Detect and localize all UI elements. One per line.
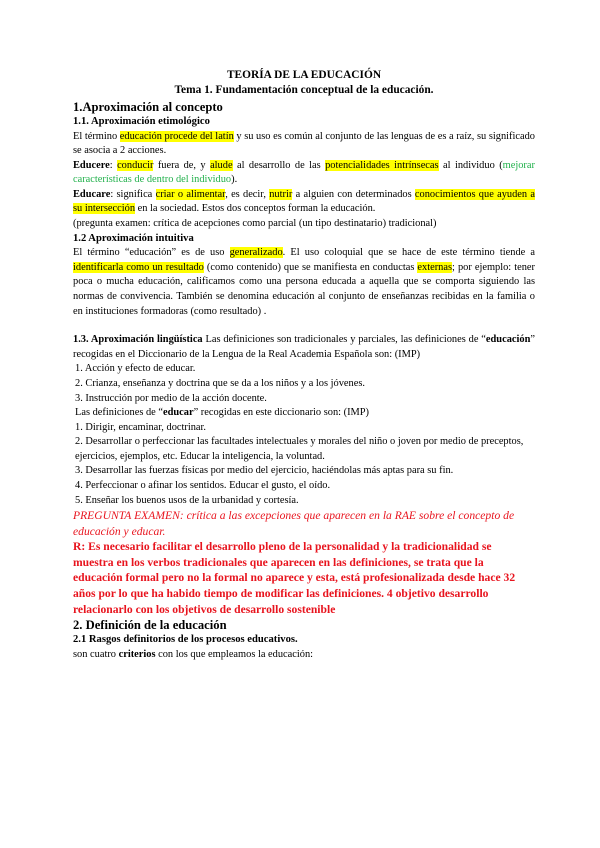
list-item: 3. Instrucción por medio de la acción docente. xyxy=(75,392,267,404)
paragraph-linguistic: 1.3. Aproximación lingüística Las definiciones son tradicionales y parciales, las definiciones de “educación” recogidas en el Diccionario de la Lengua de la Real Academia Española son: (IMP) xyxy=(73,334,535,360)
section-1-1-heading: 1.1. Aproximación etimológico xyxy=(73,116,210,127)
list-item: 1. Dirigir, encaminar, doctrinar. xyxy=(75,421,207,433)
paragraph-intuitive: El término “educación” es de uso generalizado. El uso coloquial que se hace de este término tiende a identificarla como un resultado (como contenido) que se manifiesta en conductas externas; por ejemplo: tener poca o mucha educación, calificamos como una persona educada a aquella que se comporta siguiendo las normas de convivencia. También se denomina educación al conjunto de enseñanzas recibidas en la familia o en instituciones formadoras (como resultado) . xyxy=(73,247,535,317)
exam-answer: R: Es necesario facilitar el desarrollo pleno de la personalidad y la tradicionalidad se muestra en los verbos tradicionales que aparecen en las definiciones, se trata que la educación formal pero no la formal no aparece y esta, está profesionalizada desde hace 32 años por lo que ha habido tiempo de modificar las definiciones. 4 objetivo desarrollo relacionarlo con los objetivos de desarrollo sostenible xyxy=(73,540,516,616)
list-item: 2. Desarrollar o perfeccionar las facultades intelectuales y morales del niño o joven por medio de preceptos, ejercicios, ejemplos, etc. Educar la inteligencia, la voluntad. xyxy=(75,436,524,462)
definitions-educar-list xyxy=(73,421,535,509)
document-title: TEORÍA DE LA EDUCACIÓN xyxy=(226,69,382,81)
list-item: 2. Crianza, enseñanza y doctrina que se da a los niños y a los jóvenes. xyxy=(75,377,365,389)
paragraph-criteria: son cuatro criterios con los que empleamos la educación: xyxy=(73,648,314,660)
definitions-educacion-list xyxy=(73,362,535,406)
section-1-2-heading: 1.2 Aproximación intuitiva xyxy=(73,232,194,244)
section-1-heading: 1.Aproximación al concepto xyxy=(73,100,223,114)
paragraph-educare: Educare: significa criar o alimentar, es decir, nutrir a alguien con determinados conocimientos que ayuden a su intersección en la sociedad. Estos dos conceptos forman la educación. xyxy=(73,188,535,215)
section-2-heading: 2. Definición de la educación xyxy=(73,618,227,633)
list-item: 4. Perfeccionar o afinar los sentidos. Educar el gusto, el oído. xyxy=(75,480,331,492)
exam-note: (pregunta examen: crítica de acepciones como parcial (un tipo destinatario) tradicional) xyxy=(73,218,437,230)
list-item: 3. Desarrollar las fuerzas físicas por medio del ejercicio, haciéndolas más aptas para su fin. xyxy=(75,465,454,477)
document-page xyxy=(73,68,535,662)
list-item: 5. Enseñar los buenos usos de la urbanidad y cortesía. xyxy=(75,494,299,506)
paragraph-educar-intro: Las definiciones de “educar” recogidas en este diccionario son: (IMP) xyxy=(75,407,370,419)
paragraph-etymology: El término educación procede del latín y su uso es común al conjunto de las lenguas de es a raíz, su significado se asocia a 2 acciones. xyxy=(73,130,535,157)
section-1-3-heading: 1.3. Aproximación lingüística xyxy=(73,334,203,346)
exam-question: PREGUNTA EXAMEN: crítica a las excepciones que aparecen en la RAE sobre el concepto de educación y educar. xyxy=(73,509,515,538)
paragraph-educere: Educere: conducir fuera de, y alude al desarrollo de las potencialidades intrínsecas al individuo (mejorar características de dentro del individuo). xyxy=(73,159,535,186)
list-item: 1. Acción y efecto de educar. xyxy=(75,363,196,375)
document-subtitle: Tema 1. Fundamentación conceptual de la educación. xyxy=(174,84,434,96)
section-2-1-heading: 2.1 Rasgos definitorios de los procesos educativos. xyxy=(73,634,298,646)
